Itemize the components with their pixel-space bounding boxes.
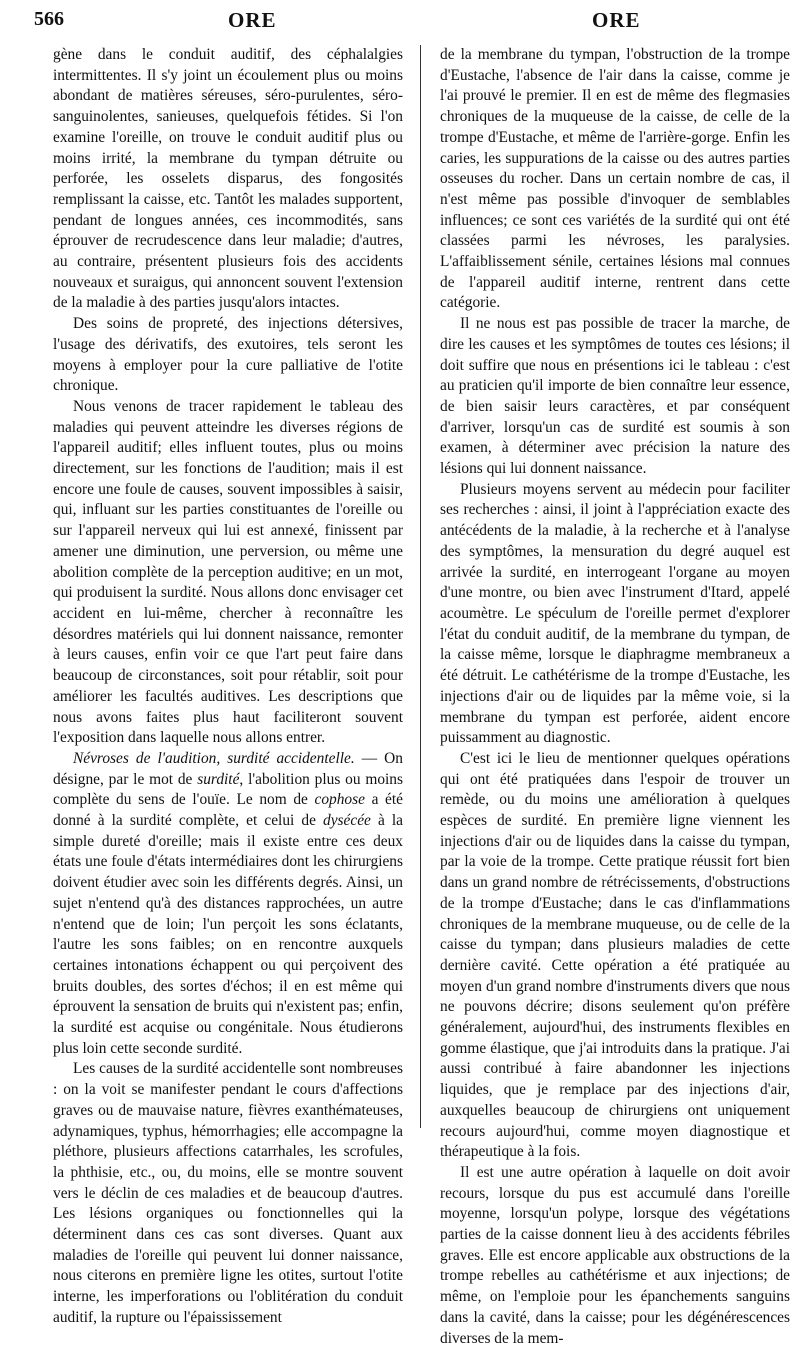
- text-run: — On désigne, par le mot de: [53, 749, 403, 788]
- text-run: a été donné à la surdité complète, et celui de: [53, 791, 403, 830]
- term: dysécée: [323, 812, 371, 830]
- page-header: [0, 4, 800, 38]
- text-run: , l'abolition plus ou moins complète du sens de l'ouïe. Le nom de: [53, 770, 403, 809]
- text-run: à la simple dureté d'oreille; mais il existe entre ces deux états une foule d'états intermédiaires dont les chirurgiens doivent étudier avec soin les différents degrés. Ainsi, un sujet n'entend qu'à des distances rapprochées, un autre n'entend que de loin; l'un perçoit les sons éclatants, l'autre les sons faibles; on en rencontre auxquels certaines intonations échappent ou qui perçoivent des bruits doubles, des sortes d'échos; il en est même qui éprouvent la sensation de bruits qui n'existent pas; enfin, la surdité est acquise ou congénitale. Nous étudierons plus loin cette seconde surdité.: [53, 812, 403, 1057]
- paragraph: Les causes de la surdité accidentelle sont nombreuses : on la voit se manifester pendant le cours d'affections graves ou de mauvaise nature, fièvres exanthémateuses, adynamiques, typhus, hémorrhagies; elle accompagne la pléthore, plusieurs affections catarrhales, les scrofules, la phthisie, etc., ou, du moins, elle se montre souvent vers le déclin de ces maladies et de beaucoup d'autres. Les lésions organiques ou fonctionnelles qui la déterminent dans ces cas sont diverses. Quant aux maladies de l'oreille qui peuvent lui donner naissance, nous citerons en première ligne les otites, surtout l'otite interne, les imperforations ou l'oblitération du conduit auditif, la rupture ou l'épaississement: [53, 1060, 403, 1326]
- paragraph: C'est ici le lieu de mentionner quelques opérations qui ont été pratiquées dans l'espoir de trouver un remède, ou du moins une amélioration à quelques espèces de surdité. En première ligne viennent les injections d'air ou de liquides dans la caisse du tympan, par la voie de la trompe. Cette pratique réussit fort bien dans un grand nombre de rétrécissements, d'obstructions de la trompe d'Eustache; dans le cas d'inflammations chroniques de la membrane muqueuse, ou de celle de la caisse du tympan; dans plusieurs maladies de cette dernière cavité. Cette opération a été pratiquée au moyen d'un grand nombre d'instruments divers que nous ne pouvons décrire; disons seulement qu'on préfère généralement, aujourd'hui, des instruments flexibles en gomme élastique, que j'ai introduits dans la pratique. J'ai aussi contribué à faire abandonner les injections liquides, que je remplace par des injections d'air, auxquelles beaucoup de chirurgiens ont uniquement recours aujourd'hui, comme moyen diagnostique et thérapeutique à la fois.: [440, 749, 790, 1161]
- section-heading: Névroses de l'audition, surdité accidentelle.: [73, 749, 355, 767]
- left-column: [53, 45, 403, 1326]
- running-head-right: ORE: [592, 8, 641, 32]
- paragraph: Nous venons de tracer rapidement le tableau des maladies qui peuvent atteindre les diverses régions de l'appareil auditif; elles influent toutes, plus ou moins directement, sur les fonctions de l'audition; mais il est encore une foule de causes, souvent impossibles à saisir, qui, influant sur les parties constituantes de l'oreille ou sur l'appareil nerveux qui lui est annexé, finissent par amener une diminution, une perversion, ou même une abolition complète de la perception auditive; en un mot, qui produisent la surdité. Nous allons donc envisager cet accident en lui-même, chercher à reconnaître les désordres matériels qui lui donnent naissance, remonter à leurs causes, enfin voir ce que l'art peut faire dans beaucoup de circonstances, soit pour rétablir, soit pour améliorer les facultés auditives. Les descriptions que nous avons faites plus haut faciliteront souvent l'exposition dans laquelle nous allons entrer.: [53, 397, 403, 747]
- paragraph: Il est une autre opération à laquelle on doit avoir recours, lorsque du pus est accumulé dans l'oreille moyenne, lorsqu'un polype, lorsque des végétations parties de la caisse donnent lieu à des accidents fébriles graves. Elle est encore applicable aux obstructions de la trompe rebelles au cathétérisme et aux injections; de même, on l'emploie pour les épanchements sanguins dans la cavité, dans la caisse; pour les dégénérescences diverses de la mem-: [440, 1163, 790, 1347]
- paragraph: gène dans le conduit auditif, des céphalalgies intermittentes. Il s'y joint un écoulement plus ou moins abondant de matières séreuses, séro-purulentes, séro-sanguinolentes, sanieuses, quelquefois fétides. Si l'on examine l'oreille, on trouve le conduit auditif plus ou moins irrité, la membrane du tympan détruite ou perforée, les osselets disparus, des fongosités remplissant la caisse, etc. Tantôt les malades supportent, pendant de longues années, ces incommodités, sans éprouver de recrudescence dans leur maladie; d'autres, au contraire, présentent plusieurs fois des accidents nouveaux et suraigus, qui annoncent souvent l'extension de la maladie à des parties jusqu'alors intactes.: [53, 46, 403, 312]
- paragraph: de la membrane du tympan, l'obstruction de la trompe d'Eustache, l'absence de l'air dans la caisse, comme je l'ai prouvé le premier. Il en est de même des flegmasies chroniques de la muqueuse de la caisse, de celle de la trompe d'Eustache, et même de l'arrière-gorge. Enfin les caries, les suppurations de la caisse ou des autres parties osseuses du rocher. Dans un certain nombre de cas, il n'est même pas possible d'invoquer de semblables influences; ce sont ces variétés de la surdité qui ont été classées parmi les névroses, les paralysies. L'affaiblissement sénile, certaines lésions mal connues de l'appareil auditif interne, rentrent dans cette catégorie.: [440, 46, 790, 312]
- term: cophose: [314, 791, 365, 809]
- page-number: 566: [34, 8, 64, 30]
- section-paragraph: [53, 749, 403, 1060]
- term: surdité: [197, 770, 240, 788]
- right-column: [440, 45, 790, 1347]
- column-divider: [420, 45, 421, 1128]
- paragraph: Plusieurs moyens servent au médecin pour faciliter ses recherches : ainsi, il joint à l'appréciation exacte des antécédents de la maladie, à la recherche et à l'analyse des symptômes, la mensuration du degré auquel est arrivée la surdité, en interrogeant l'organe au moyen d'une montre, ou bien avec l'instrument d'Itard, appelé acoumètre. Le spéculum de l'oreille permet d'explorer l'état du conduit auditif, de la membrane du tympan, de la caisse même, lorsque le diaphragme membraneux a été détruit. Le cathétérisme de la trompe d'Eustache, les injections d'air ou de liquides par la même voie, si la membrane du tympan est perforée, aident encore puissamment au diagnostic.: [440, 480, 790, 747]
- running-head-left: ORE: [228, 8, 277, 32]
- paragraph: Il ne nous est pas possible de tracer la marche, de dire les causes et les symptômes de toutes ces lésions; il doit suffire que nous en présentions ici le tableau : c'est au praticien qu'il importe de bien connaître leur essence, de bien saisir leurs caractères, et par conséquent d'arriver, lorsqu'un cas de surdité est soumis à son examen, à déterminer avec précision la nature des lésions qui lui donnent naissance.: [440, 315, 790, 478]
- paragraph: Des soins de propreté, des injections détersives, l'usage des dérivatifs, des exutoires, tels seront les moyens à employer pour la cure palliative de l'otite chronique.: [53, 315, 403, 395]
